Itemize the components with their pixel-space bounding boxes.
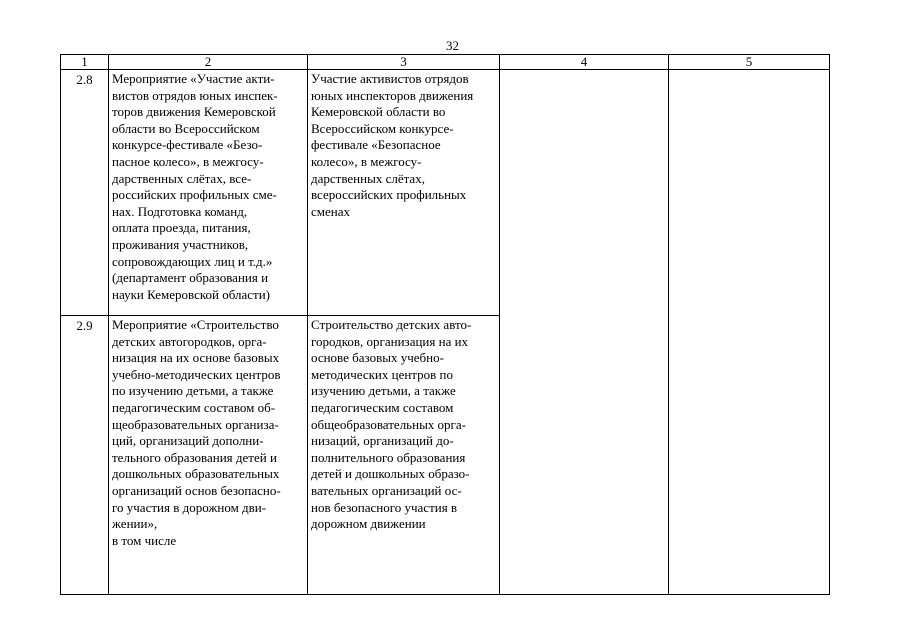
event-content: Участие активистов отрядов юных инспекторов движения Кемеровской области во Всероссийском конкурсе- фестивале «Безопасное колесо», в межгосу- дарственных слётах, всероссийских профильных сменах — [308, 70, 500, 316]
row-number: 2.9 — [61, 316, 109, 595]
row-number: 2.8 — [61, 70, 109, 316]
measures-table — [60, 54, 830, 595]
table-header-row — [61, 55, 830, 70]
event-description: Мероприятие «Участие акти- вистов отрядов юных инспек- торов движения Кемеровской области во Всероссийском конкурсе-фестивале «Безо- пасное колесо», в межгосу- дарственных слётах, все- российских профильных сме- нах. Подготовка команд, оплата проезда, питания, проживания участников, сопровождающих лиц и т.д.» (департамент образования и науки Кемеровской области) — [109, 70, 308, 316]
event-content: Строительство детских авто- городков, организация на их основе базовых учебно- методических центров по изучению детьми, а также педагогическим составом общеобразовательных орга- низаций, организаций до- полнительного образования детей и дошкольных образо- вательных организаций ос- нов безопасного участия в дорожном движении — [308, 316, 500, 595]
column-header-3: 3 — [308, 55, 500, 70]
column-header-2: 2 — [109, 55, 308, 70]
column-header-1: 1 — [61, 55, 109, 70]
column-header-5: 5 — [669, 55, 830, 70]
event-description: Мероприятие «Строительство детских автогородков, орга- низация на их основе базовых учебно-методических центров по изучению детьми, а также педагогическим составом об- щеобразовательных организа- ций, организаций дополни- тельного образования детей и дошкольных образовательных организаций основ безопасно- го участия в дорожном дви- жении», в том числе — [109, 316, 308, 595]
column-4-cell — [500, 70, 669, 595]
column-5-cell — [669, 70, 830, 595]
page-number: 32 — [446, 38, 459, 53]
column-header-4: 4 — [500, 55, 669, 70]
table-row — [61, 70, 830, 316]
